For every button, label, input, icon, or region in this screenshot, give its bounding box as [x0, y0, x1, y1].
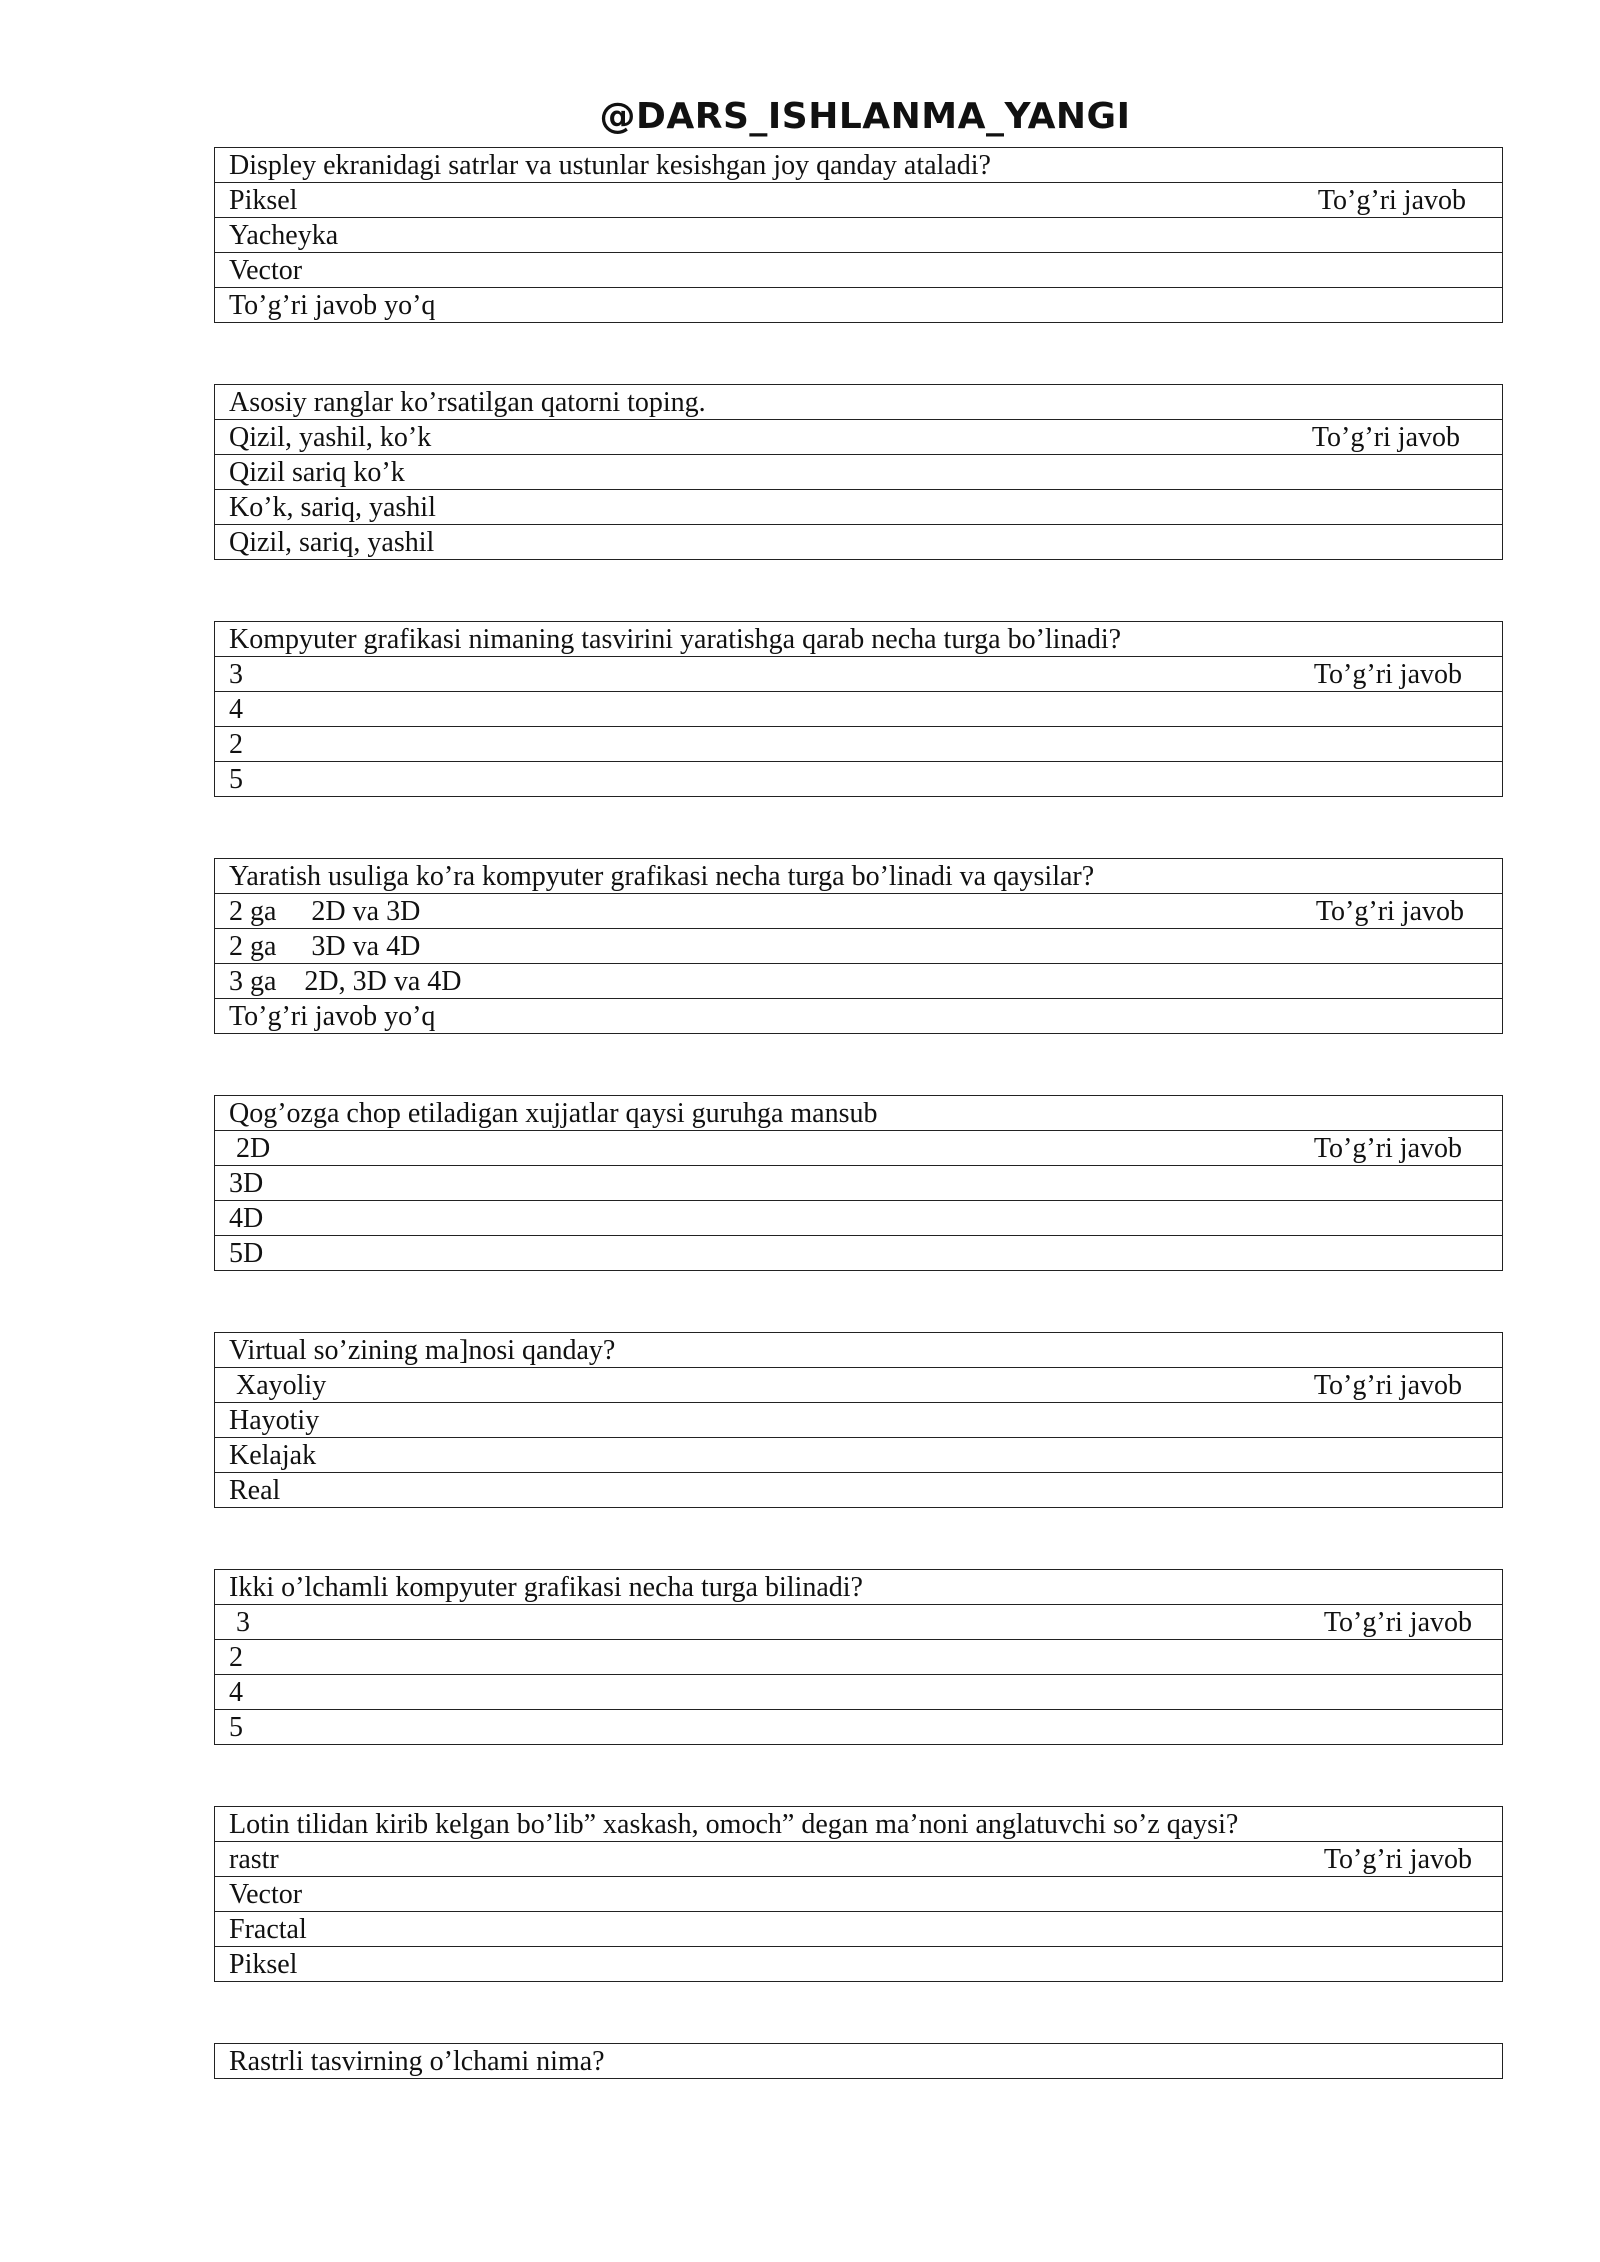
option-text: 3D — [229, 1168, 264, 1199]
page-header: @DARS_ISHLANMA_YANGI — [599, 96, 1131, 137]
quiz-list — [214, 147, 1503, 2140]
answer-option — [215, 1842, 1502, 1877]
correct-answer-label: To’g’ri javob — [1315, 896, 1464, 927]
question-block-9 — [214, 2043, 1503, 2079]
question-text: Ikki o’lchamli kompyuter grafikasi necha turga bilinadi? — [215, 1570, 1502, 1605]
answer-option — [215, 218, 1502, 253]
question-block-5 — [214, 1095, 1503, 1271]
answer-option — [215, 999, 1502, 1033]
option-text: 4D — [229, 1203, 264, 1234]
question-text: Lotin tilidan kirib kelgan bo’lib” xaskash, omoch” degan ma’noni anglatuvchi so’z qaysi? — [215, 1807, 1502, 1842]
question-text: Asosiy ranglar ko’rsatilgan qatorni toping. — [215, 385, 1502, 420]
question-text: Displey ekranidagi satrlar va ustunlar kesishgan joy qanday ataladi? — [215, 148, 1502, 183]
option-text: 5D — [229, 1238, 264, 1269]
option-text: Ko’k, sariq, yashil — [229, 492, 436, 523]
answer-option — [215, 894, 1502, 929]
option-text: To’g’ri javob yo’q — [229, 290, 436, 321]
answer-option — [215, 1473, 1502, 1507]
question-block-7 — [214, 1569, 1503, 1745]
question-text: Rastrli tasvirning o’lchami nima? — [229, 2046, 605, 2077]
option-text: Piksel — [229, 185, 298, 216]
answer-option — [215, 762, 1502, 796]
answer-option — [215, 253, 1502, 288]
answer-option — [215, 1236, 1502, 1270]
question-block-3 — [214, 621, 1503, 797]
answer-option — [215, 1640, 1502, 1675]
option-text: 4 — [229, 1677, 243, 1708]
question-block-4 — [214, 858, 1503, 1034]
correct-answer-label: To’g’ri javob — [1313, 1133, 1462, 1164]
option-text: 2 ga 3D va 4D — [229, 931, 421, 962]
answer-option — [215, 692, 1502, 727]
answer-option — [215, 490, 1502, 525]
answer-option — [215, 1675, 1502, 1710]
option-text: Vector — [229, 1879, 303, 1910]
answer-option — [215, 964, 1502, 999]
answer-option — [215, 1368, 1502, 1403]
correct-answer-label: To’g’ri javob — [1313, 659, 1462, 690]
question-block-6 — [214, 1332, 1503, 1508]
option-text: To’g’ri javob yo’q — [229, 1001, 436, 1032]
answer-option — [215, 183, 1502, 218]
correct-answer-label: To’g’ri javob — [1323, 1844, 1472, 1875]
answer-option — [215, 657, 1502, 692]
option-text: Kelajak — [229, 1440, 317, 1471]
option-text: Real — [229, 1475, 281, 1506]
question-text: Virtual so’zining ma]nosi qanday? — [215, 1333, 1502, 1368]
answer-option — [215, 525, 1502, 559]
answer-option — [215, 1947, 1502, 1981]
option-text: rastr — [229, 1844, 279, 1875]
answer-option — [215, 1131, 1502, 1166]
answer-option — [215, 1710, 1502, 1744]
answer-option — [215, 420, 1502, 455]
question-text: Yaratish usuliga ko’ra kompyuter grafikasi necha turga bo’linadi va qaysilar? — [215, 859, 1502, 894]
option-text: 3 ga 2D, 3D va 4D — [229, 966, 462, 997]
answer-option — [215, 727, 1502, 762]
option-text: Fractal — [229, 1914, 307, 1945]
answer-option — [215, 1403, 1502, 1438]
option-text: 5 — [229, 1712, 243, 1743]
answer-option — [215, 1166, 1502, 1201]
option-text: Qizil, yashil, ko’k — [229, 422, 432, 453]
option-text: 3 — [229, 659, 243, 690]
correct-answer-label: To’g’ri javob — [1323, 1607, 1472, 1638]
question-block-1 — [214, 147, 1503, 323]
option-text: 2D — [229, 1133, 271, 1164]
answer-option — [215, 288, 1502, 322]
option-text: 2 ga 2D va 3D — [229, 896, 421, 927]
option-text: Vector — [229, 255, 303, 286]
option-text: Qizil, sariq, yashil — [229, 527, 435, 558]
correct-answer-label: To’g’ri javob — [1317, 185, 1466, 216]
answer-option — [215, 455, 1502, 490]
correct-answer-label: To’g’ri javob — [1311, 422, 1460, 453]
option-text: Yacheyka — [229, 220, 339, 251]
answer-option — [215, 1201, 1502, 1236]
correct-answer-label: To’g’ri javob — [1313, 1370, 1462, 1401]
answer-option — [215, 1605, 1502, 1640]
answer-option — [215, 1912, 1502, 1947]
answer-option — [215, 929, 1502, 964]
option-text: 4 — [229, 694, 243, 725]
option-text: Piksel — [229, 1949, 298, 1980]
question-text: Kompyuter grafikasi nimaning tasvirini yaratishga qarab necha turga bo’linadi? — [215, 622, 1502, 657]
option-text: Xayoliy — [229, 1370, 327, 1401]
question-text: Qog’ozga chop etiladigan xujjatlar qaysi guruhga mansub — [215, 1096, 1502, 1131]
answer-option — [215, 1438, 1502, 1473]
option-text: 5 — [229, 764, 243, 795]
option-text: 3 — [229, 1607, 250, 1638]
question-block-2 — [214, 384, 1503, 560]
question-block-8 — [214, 1806, 1503, 1982]
option-text: 2 — [229, 729, 243, 760]
option-text: Qizil sariq ko’k — [229, 457, 405, 488]
answer-option — [215, 1877, 1502, 1912]
option-text: 2 — [229, 1642, 243, 1673]
option-text: Hayotiy — [229, 1405, 320, 1436]
